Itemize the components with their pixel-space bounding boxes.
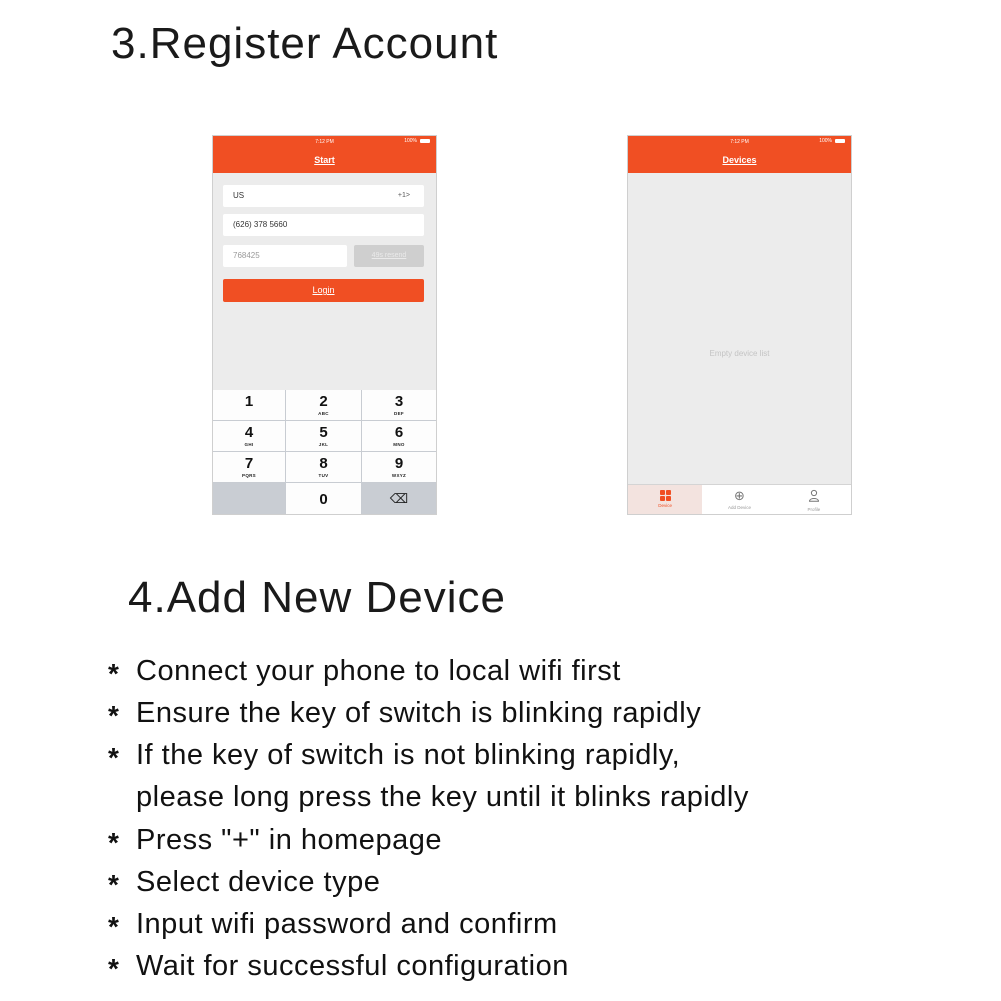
section-title-add-new-device: 4.Add New Device <box>128 573 506 622</box>
keypad-key-5[interactable] <box>286 421 361 451</box>
key-number: 2 <box>319 392 328 410</box>
nav-title: Devices <box>722 155 757 165</box>
battery-icon <box>835 139 845 143</box>
step-text: Connect your phone to local wifi first <box>136 655 621 687</box>
phone-number-field[interactable]: (626) 378 5660 <box>223 214 424 236</box>
bullet-star: * <box>108 827 120 858</box>
keypad-delete-key[interactable] <box>362 483 436 515</box>
keypad-key-2[interactable] <box>286 390 361 420</box>
bullet-star: * <box>108 869 120 900</box>
person-icon <box>808 489 820 505</box>
bullet-star: * <box>108 700 120 731</box>
bullet-star: * <box>108 658 120 689</box>
step-text-continued: please long press the key until it blinks rapidly <box>136 781 749 813</box>
bullet-star: * <box>108 911 120 942</box>
backspace-icon: ⌫ <box>389 491 409 506</box>
step-text: If the key of switch is not blinking rapidly, <box>136 739 681 771</box>
key-letters: TUV <box>318 472 329 478</box>
instruction-step <box>108 945 749 987</box>
country-value: US <box>233 191 245 200</box>
key-letters: GHI <box>244 441 254 447</box>
status-indicators <box>819 138 845 144</box>
phone-screenshot-devices <box>627 135 852 515</box>
country-code: +1> <box>397 192 410 199</box>
instruction-step <box>108 861 749 903</box>
key-letters: MNO <box>393 441 405 447</box>
tab-device[interactable] <box>628 485 702 515</box>
keypad-key-8[interactable] <box>286 452 361 482</box>
key-number: 0 <box>319 490 328 508</box>
keypad-key-9[interactable] <box>362 452 436 482</box>
step-text: Select device type <box>136 866 381 898</box>
key-number: 9 <box>394 454 404 472</box>
tab-label: Profile <box>807 507 821 512</box>
keypad-key-7[interactable] <box>213 452 285 482</box>
key-number: 6 <box>394 423 404 441</box>
tab-profile[interactable] <box>777 485 851 515</box>
numeric-keypad <box>213 390 436 514</box>
bullet-star: * <box>108 953 120 984</box>
instruction-step <box>108 650 749 692</box>
keypad-blank <box>213 483 285 515</box>
bullet-star: * <box>108 742 120 773</box>
keypad-key-4[interactable] <box>213 421 285 451</box>
status-time: 7:12 PM <box>730 139 749 145</box>
country-select[interactable] <box>223 185 424 207</box>
key-letters: WXYZ <box>391 472 407 478</box>
app-header <box>628 136 851 173</box>
key-number: 7 <box>244 454 254 472</box>
empty-device-list-text: Empty device list <box>709 349 770 358</box>
key-letters: PQRS <box>242 472 256 478</box>
instruction-step <box>108 819 749 861</box>
key-number: 8 <box>319 454 328 472</box>
battery-percent: 100% <box>404 138 417 144</box>
status-time: 7:12 PM <box>315 139 334 145</box>
keypad-key-0[interactable] <box>286 483 361 515</box>
grid-icon <box>660 490 671 501</box>
instruction-step <box>108 734 749 819</box>
tab-label: Add Device <box>727 505 751 510</box>
keypad-key-3[interactable] <box>362 390 436 420</box>
step-text: Wait for successful configuration <box>136 950 569 982</box>
step-text: Input wifi password and confirm <box>136 908 558 940</box>
key-number: 1 <box>244 392 254 410</box>
resend-button[interactable]: 49s resend <box>354 245 424 267</box>
key-letters: ABC <box>318 410 329 416</box>
key-number: 3 <box>394 392 404 410</box>
battery-percent: 100% <box>819 138 832 144</box>
instruction-step <box>108 692 749 734</box>
section-title-register-account: 3.Register Account <box>111 19 499 68</box>
app-header <box>213 136 436 173</box>
keypad-key-6[interactable] <box>362 421 436 451</box>
tab-add-device[interactable] <box>702 485 776 515</box>
tab-label: Device <box>658 503 673 508</box>
status-indicators <box>404 138 430 144</box>
key-number: 4 <box>244 423 254 441</box>
plus-circle-icon: ⊕ <box>734 488 745 503</box>
nav-title: Start <box>314 155 335 165</box>
instruction-list <box>108 650 749 987</box>
verification-code-field[interactable]: 768425 <box>223 245 347 267</box>
key-letters: DEF <box>394 410 404 416</box>
battery-icon <box>420 139 430 143</box>
step-text: Press "+" in homepage <box>136 824 442 856</box>
key-number: 5 <box>319 423 328 441</box>
phone-screenshot-start <box>212 135 437 515</box>
key-letters: JKL <box>318 441 329 447</box>
keypad-key-1[interactable] <box>213 390 285 420</box>
bottom-tab-bar <box>628 484 851 515</box>
step-text: Ensure the key of switch is blinking rapidly <box>136 697 702 729</box>
instruction-step <box>108 903 749 945</box>
login-button[interactable]: Login <box>223 279 424 302</box>
